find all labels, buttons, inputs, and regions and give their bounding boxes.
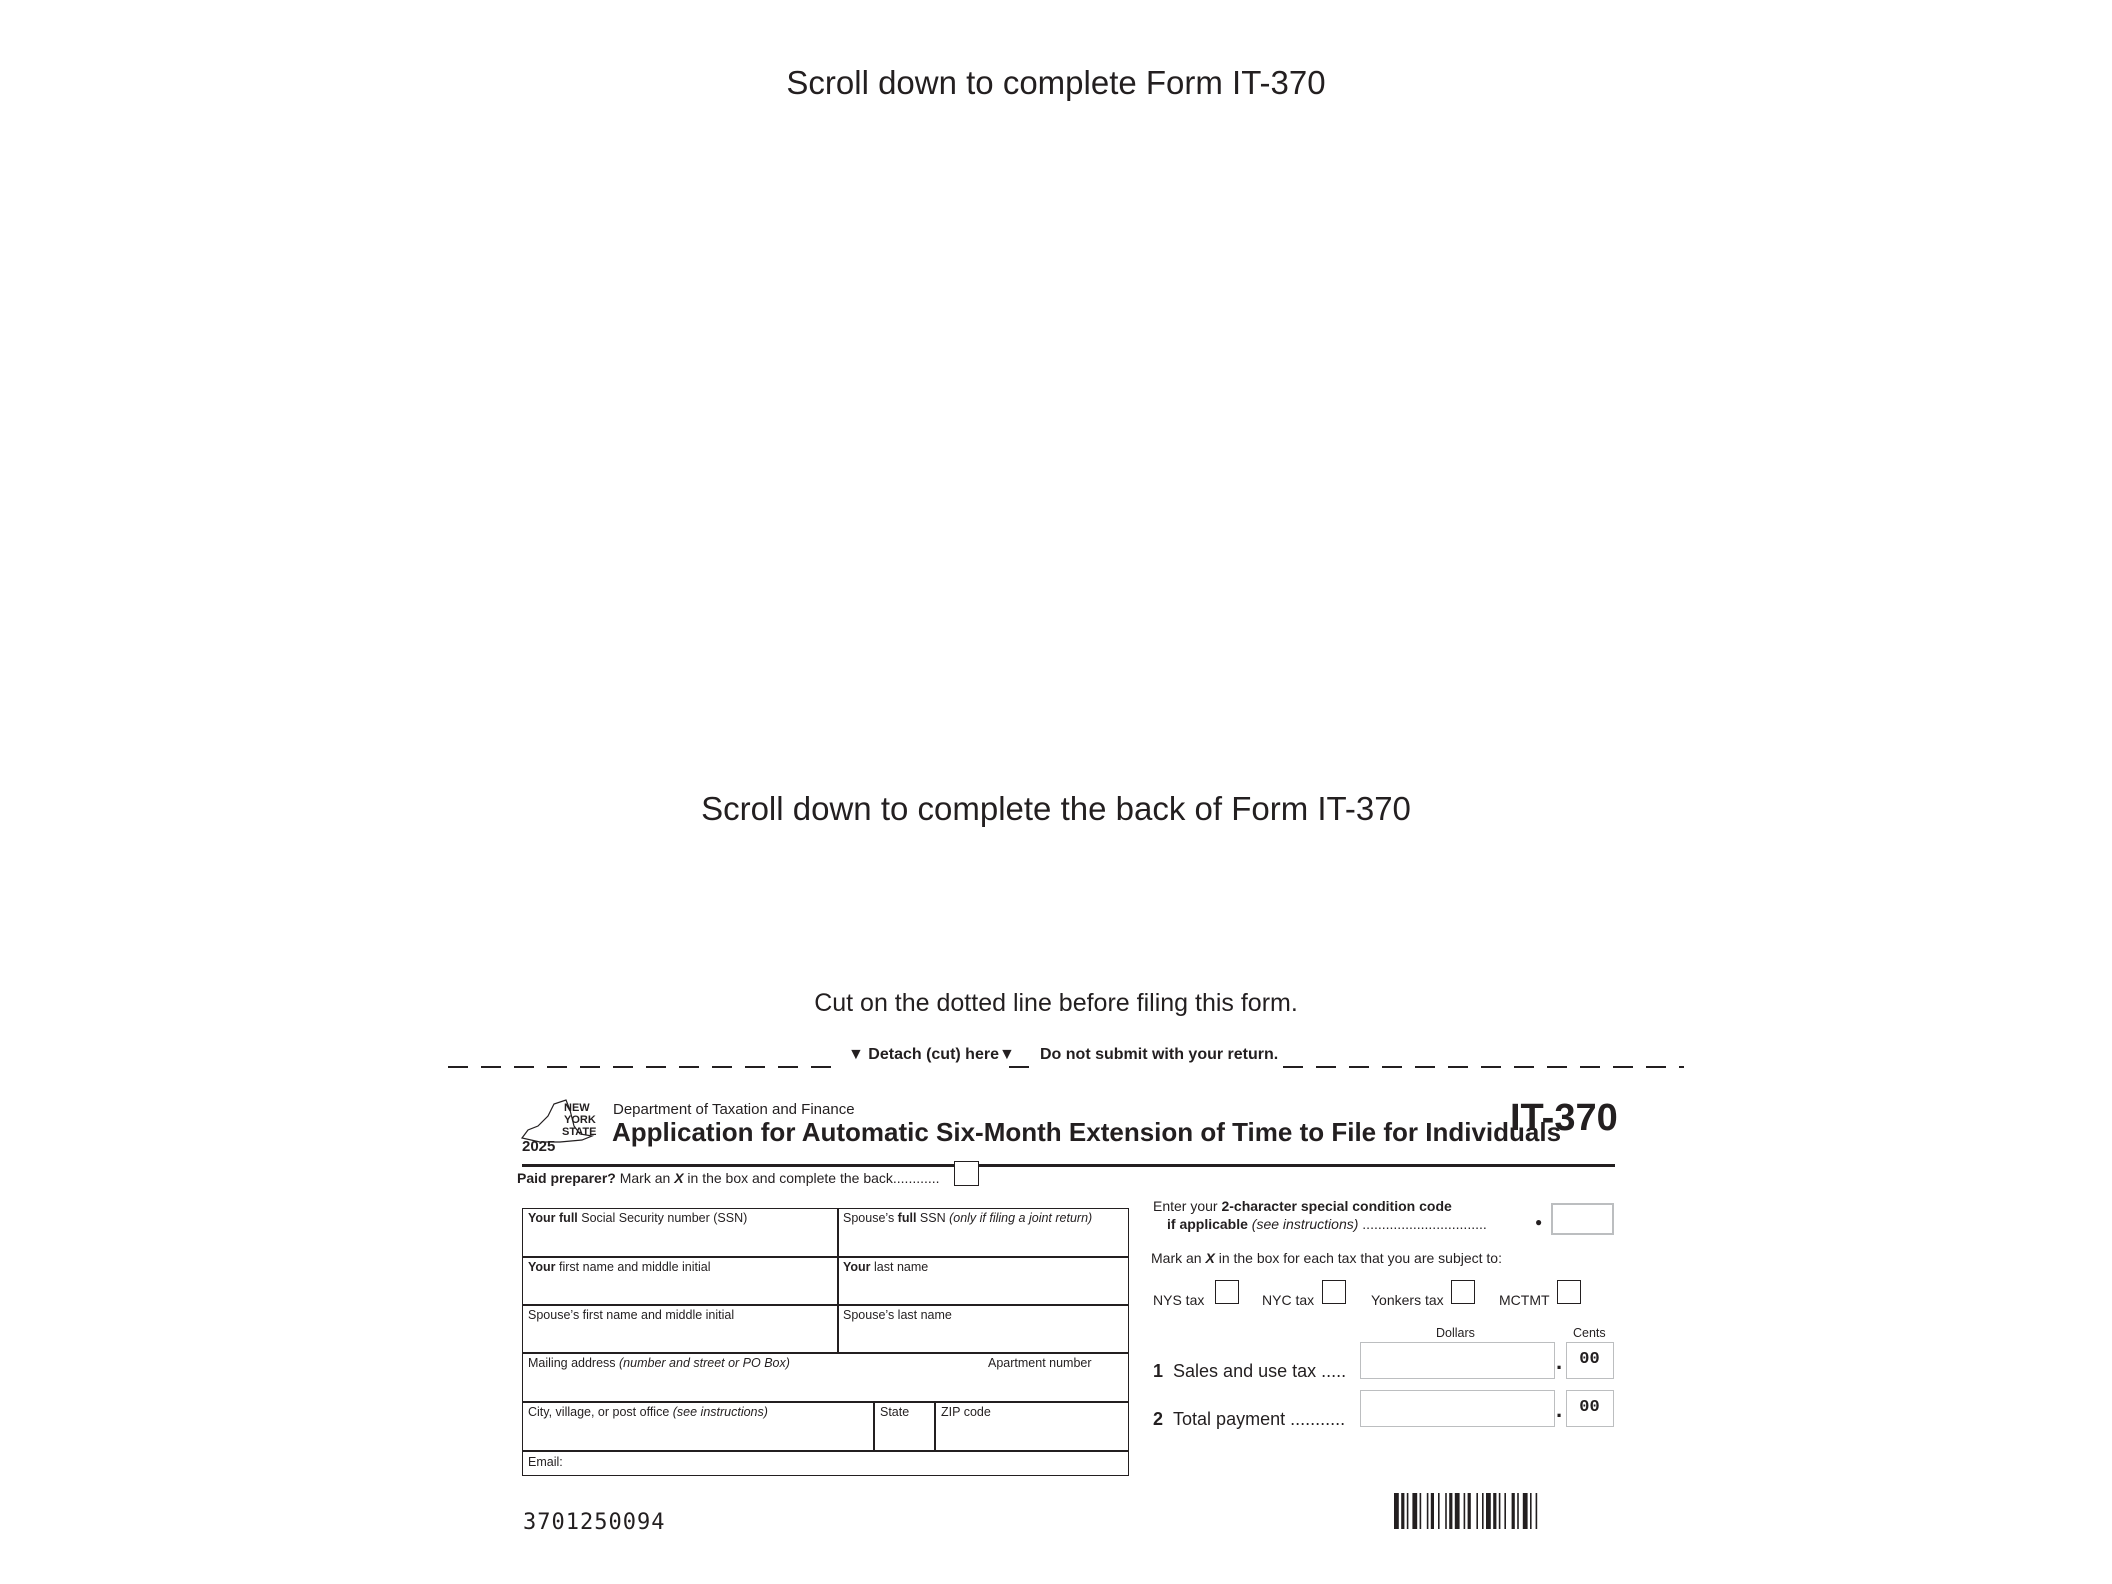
email-label: Email: [528,1455,563,1469]
cents-label: Cents [1573,1326,1606,1340]
barcode [1394,1493,1599,1536]
cut-line-left [448,1066,841,1068]
special-code-line2: if applicable (see instructions) ................................ [1167,1216,1487,1232]
state-field[interactable] [875,1403,934,1450]
special-condition-code-input[interactable] [1551,1203,1614,1235]
paid-preparer-x: X [674,1170,684,1186]
line-2-dollars-input[interactable] [1360,1390,1555,1427]
paid-preparer-text2: in the box and complete the back [683,1170,893,1186]
your-first-name-label: Your first name and middle initial [528,1260,711,1274]
state-label: State [880,1405,910,1419]
spouse-ssn-field[interactable] [839,1209,1128,1256]
header-rule [522,1164,1615,1167]
line-1-label: 1 Sales and use tax ..... [1153,1361,1347,1381]
zip-code-field[interactable] [936,1403,1128,1450]
form-title: Application for Automatic Six-Month Extension of Time to File for Individuals [612,1117,1562,1147]
nyc-tax-label: NYC tax [1262,1292,1315,1308]
nys-tax-checkbox[interactable] [1215,1280,1239,1304]
form-number: IT-370 [1510,1097,1618,1139]
barcode-icon [1394,1493,1599,1531]
cut-line-mid [1009,1066,1029,1068]
spouse-last-name-field[interactable] [839,1306,1128,1352]
department-name: Department of Taxation and Finance [613,1101,855,1118]
scroll-message-back: Scroll down to complete the back of Form IT-370 [701,790,1411,827]
mailing-address-field[interactable] [523,1354,1128,1401]
line-2-decimal: . [1556,1397,1563,1422]
special-code-line1: Enter your 2-character special condition code [1153,1198,1452,1214]
line-1-cents-input[interactable] [1566,1342,1614,1379]
logo-line-state: STATE [562,1126,597,1138]
mailing-address-label: Mailing address (number and street or PO Box) [528,1356,790,1370]
spouse-first-name-label: Spouse’s first name and middle initial [528,1308,735,1322]
paid-preparer-checkbox[interactable] [954,1161,979,1186]
line-1-dollars-input[interactable] [1360,1342,1555,1379]
cut-instruction: Cut on the dotted line before filing this form. [814,989,1298,1017]
mctmt-label: MCTMT [1499,1292,1550,1308]
line-1-cents-value: 00 [1579,1350,1600,1369]
yonkers-tax-checkbox[interactable] [1451,1280,1475,1304]
apartment-number-label: Apartment number [988,1356,1092,1370]
detach-label: ▼ Detach (cut) here▼ [848,1046,1015,1063]
form-year: 2025 [522,1138,556,1155]
nys-tax-label: NYS tax [1153,1292,1205,1308]
scan-line-number: 3701250094 [523,1510,666,1535]
dollars-label: Dollars [1436,1326,1475,1340]
paid-preparer-leader: ............ [892,1170,940,1186]
nyc-tax-checkbox[interactable] [1322,1280,1346,1304]
mctmt-checkbox[interactable] [1557,1280,1581,1304]
bullet-icon: ● [1535,1215,1543,1229]
do-not-submit-label: Do not submit with your return. [1040,1046,1279,1063]
your-ssn-label: Your full Social Security number (SSN) [528,1211,748,1225]
line-2-cents-value: 00 [1579,1398,1600,1417]
logo-line-new: NEW [564,1102,590,1114]
spouse-ssn-label: Spouse’s full SSN (only if filing a joint return) [843,1211,1093,1225]
line-2-cents-input[interactable] [1566,1390,1614,1427]
your-first-name-field[interactable] [523,1258,837,1304]
spouse-first-name-field[interactable] [523,1306,837,1352]
your-ssn-field[interactable] [523,1209,837,1256]
scroll-message-front: Scroll down to complete Form IT-370 [786,64,1326,101]
logo-text [564,1102,596,1138]
paid-preparer-prompt [517,1170,940,1186]
city-field[interactable] [523,1403,873,1450]
paid-preparer-bold: Paid preparer? [517,1170,616,1186]
spouse-last-name-label: Spouse’s last name [843,1308,952,1322]
your-last-name-field[interactable] [839,1258,1128,1304]
paid-preparer-text1: Mark an [615,1170,675,1186]
line-2-label: 2 Total payment ........... [1153,1409,1346,1429]
cut-line-right [1283,1066,1684,1068]
city-label: City, village, or post office (see instructions) [528,1405,768,1419]
your-last-name-label: Your last name [843,1260,929,1274]
tax-subject-instruction: Mark an X in the box for each tax that you are subject to: [1151,1250,1502,1266]
zip-code-label: ZIP code [941,1405,991,1419]
email-field[interactable] [523,1452,1128,1475]
yonkers-tax-label: Yonkers tax [1371,1292,1444,1308]
logo-line-york: YORK [564,1114,596,1126]
line-1-decimal: . [1556,1349,1563,1374]
